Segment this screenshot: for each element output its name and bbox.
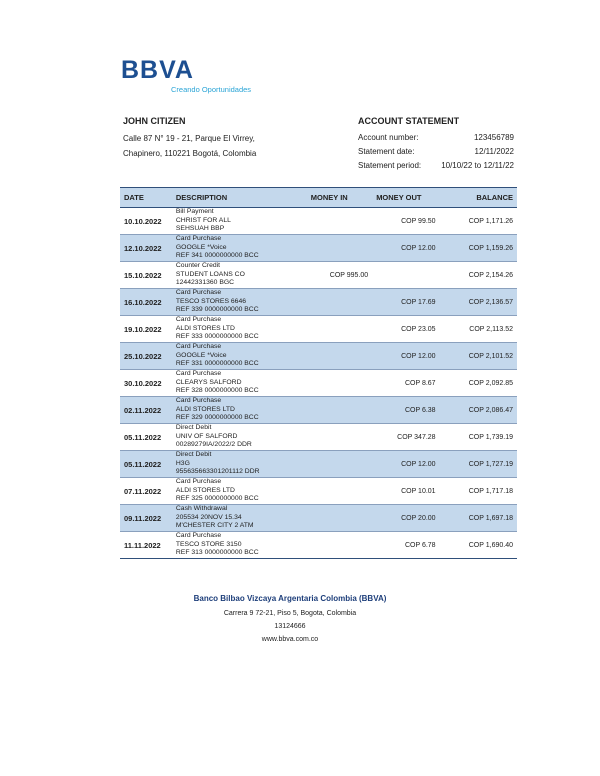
statement-period-label: Statement period:: [358, 161, 422, 170]
row-description-type: Card Purchase: [175, 343, 222, 351]
row-balance: COP 1,690.40: [440, 532, 517, 559]
row-description: [172, 316, 307, 343]
row-balance: COP 2,101.52: [440, 343, 517, 370]
footer-phone: 13124666: [274, 623, 306, 630]
address-line-1: Calle 87 N° 19 - 21, Parque El Virrey,: [123, 134, 255, 143]
row-money-in: [307, 316, 372, 343]
row-balance: COP 1,727.19: [440, 451, 517, 478]
address-line-2: Chapinero, 110221 Bogotá, Colombia: [123, 149, 257, 158]
customer-address-block: [123, 116, 256, 161]
row-money-out: COP 12.00: [372, 451, 439, 478]
row-description-payee: CLEARYS SALFORD: [175, 378, 242, 386]
row-description-type: Card Purchase: [175, 478, 222, 486]
row-description-type: Counter Credit: [175, 262, 221, 270]
statement-period-row: [358, 159, 514, 173]
row-money-out: COP 6.38: [372, 397, 439, 424]
row-description: [172, 424, 307, 451]
row-money-out: [372, 262, 439, 289]
table-row: [120, 505, 517, 532]
row-description-ref: REF 329 0000000000 BCC: [175, 414, 259, 422]
row-money-out: COP 17.69: [372, 289, 439, 316]
row-description-ref: 955635663301201112 DDR: [175, 468, 260, 476]
row-description-ref: REF 328 0000000000 BCC: [175, 387, 259, 395]
row-description-type: Card Purchase: [175, 397, 222, 405]
row-money-in: [307, 478, 372, 505]
row-balance: COP 2,154.26: [440, 262, 517, 289]
row-date: 09.11.2022: [120, 505, 172, 532]
table-row: [120, 289, 517, 316]
row-description-payee: CHRIST FOR ALL: [175, 216, 231, 224]
row-money-in: [307, 532, 372, 559]
row-balance: COP 1,159.26: [440, 235, 517, 262]
row-date: 10.10.2022: [120, 208, 172, 235]
table-header-row: [120, 188, 517, 208]
row-date: 05.11.2022: [120, 451, 172, 478]
table-row: [120, 424, 517, 451]
row-description-payee: STUDENT LOANS CO: [175, 270, 245, 278]
row-money-out: COP 8.67: [372, 370, 439, 397]
row-description-payee: GOOGLE *Voice: [175, 243, 227, 251]
header-balance: BALANCE: [440, 188, 517, 208]
row-date: 16.10.2022: [120, 289, 172, 316]
logo-wordmark: BBVA: [121, 56, 194, 84]
row-description-payee: TESCO STORE 3150: [175, 540, 242, 548]
row-description-payee: ALDI STORES LTD: [175, 405, 235, 413]
row-balance: COP 1,171.26: [440, 208, 517, 235]
row-money-in: COP 995.00: [307, 262, 372, 289]
row-description: [172, 505, 307, 532]
row-description-type: Bill Payment: [175, 208, 214, 216]
row-description-payee: TESCO STORES 6646: [175, 297, 247, 305]
row-description: [172, 478, 307, 505]
row-description: [172, 370, 307, 397]
account-number-value: 123456789: [473, 133, 514, 142]
row-description: [172, 235, 307, 262]
row-description-type: Card Purchase: [175, 532, 222, 540]
logo-tagline: Creando Oportunidades: [171, 85, 252, 94]
row-date: 05.11.2022: [120, 424, 172, 451]
row-money-in: [307, 505, 372, 532]
row-date: 30.10.2022: [120, 370, 172, 397]
statement-date-row: [358, 145, 514, 159]
row-money-out: COP 99.50: [372, 208, 439, 235]
row-money-out: COP 12.00: [372, 235, 439, 262]
table-row: [120, 208, 517, 235]
row-balance: COP 1,717.18: [440, 478, 517, 505]
row-description-ref: REF 333 0000000000 BCC: [175, 333, 259, 341]
row-description-ref: REF 341 0000000000 BCC: [175, 252, 259, 260]
row-money-in: [307, 289, 372, 316]
row-money-in: [307, 208, 372, 235]
row-description-ref: 12442331360 BGC: [175, 279, 235, 287]
table-row: [120, 262, 517, 289]
row-date: 25.10.2022: [120, 343, 172, 370]
transactions-body: [120, 208, 517, 559]
row-description-payee: 205534 20NOV 15.34: [175, 513, 242, 521]
table-row: [120, 316, 517, 343]
row-description-type: Card Purchase: [175, 235, 222, 243]
row-description-type: Card Purchase: [175, 316, 222, 324]
header-money-in: MONEY IN: [307, 188, 372, 208]
account-number-row: [358, 131, 514, 145]
row-date: 07.11.2022: [120, 478, 172, 505]
row-description-type: Cash Withdrawal: [175, 505, 228, 513]
row-description-type: Card Purchase: [175, 289, 222, 297]
row-money-out: COP 6.78: [372, 532, 439, 559]
row-description-ref: REF 325 0000000000 BCC: [175, 495, 259, 503]
row-description-type: Direct Debit: [175, 451, 212, 459]
row-date: 19.10.2022: [120, 316, 172, 343]
row-money-in: [307, 424, 372, 451]
account-number-label: Account number:: [358, 133, 419, 142]
table-row: [120, 370, 517, 397]
account-info-block: [358, 116, 514, 173]
row-description-payee: ALDI STORES LTD: [175, 324, 235, 332]
row-balance: COP 1,739.19: [440, 424, 517, 451]
row-description: [172, 532, 307, 559]
statement-date-label: Statement date:: [358, 147, 415, 156]
table-row: [120, 451, 517, 478]
row-date: 12.10.2022: [120, 235, 172, 262]
row-description: [172, 451, 307, 478]
row-money-in: [307, 397, 372, 424]
row-description: [172, 289, 307, 316]
header-description: DESCRIPTION: [172, 188, 307, 208]
footer-bank-name: Banco Bilbao Vizcaya Argentaria Colombia (BBVA): [193, 594, 387, 603]
row-description-payee: ALDI STORES LTD: [175, 486, 235, 494]
row-description-ref: REF 313 0000000000 BCC: [175, 549, 259, 557]
footer-website: www.bbva.com.co: [261, 636, 319, 643]
row-description-type: Card Purchase: [175, 370, 222, 378]
row-balance: COP 2,092.85: [440, 370, 517, 397]
bbva-logo: [121, 58, 251, 94]
statement-title: ACCOUNT STATEMENT: [358, 116, 460, 126]
row-balance: COP 2,113.52: [440, 316, 517, 343]
row-description-ref: REF 331 0000000000 BCC: [175, 360, 259, 368]
row-money-out: COP 347.28: [372, 424, 439, 451]
row-description-payee: UNIV OF SALFORD: [175, 432, 238, 440]
row-date: 11.11.2022: [120, 532, 172, 559]
row-description-ref: SEHSUAH BBP: [175, 225, 225, 233]
row-description: [172, 262, 307, 289]
row-description: [172, 397, 307, 424]
row-money-in: [307, 235, 372, 262]
table-row: [120, 343, 517, 370]
statement-date-value: 12/11/2022: [474, 147, 514, 156]
row-money-in: [307, 370, 372, 397]
row-description-ref: 00289279IA/2022/2 DDR: [175, 441, 252, 449]
row-date: 02.11.2022: [120, 397, 172, 424]
statement-period-value: 10/10/22 to 12/11/22: [441, 161, 514, 170]
row-money-out: COP 12.00: [372, 343, 439, 370]
row-description-ref: M'CHESTER CITY 2 ATM: [175, 522, 254, 530]
row-description: [172, 343, 307, 370]
row-money-out: COP 10.01: [372, 478, 439, 505]
table-row: [120, 478, 517, 505]
row-money-in: [307, 343, 372, 370]
bank-footer: [160, 594, 420, 646]
table-row: [120, 397, 517, 424]
table-row: [120, 235, 517, 262]
row-balance: COP 1,697.18: [440, 505, 517, 532]
row-money-in: [307, 451, 372, 478]
row-description-payee: H3G: [175, 459, 190, 467]
footer-address: Carrera 9 72-21, Piso 5, Bogota, Colombia: [223, 610, 357, 617]
row-description: [172, 208, 307, 235]
row-money-out: COP 23.05: [372, 316, 439, 343]
row-money-out: COP 20.00: [372, 505, 439, 532]
header-date: DATE: [120, 188, 172, 208]
customer-name: JOHN CITIZEN: [123, 116, 186, 126]
row-description-ref: REF 339 0000000000 BCC: [175, 306, 259, 314]
header-money-out: MONEY OUT: [372, 188, 439, 208]
row-description-type: Direct Debit: [175, 424, 212, 432]
row-balance: COP 2,136.57: [440, 289, 517, 316]
row-description-payee: GOOGLE *Voice: [175, 351, 227, 359]
row-balance: COP 2,086.47: [440, 397, 517, 424]
row-date: 15.10.2022: [120, 262, 172, 289]
table-row: [120, 532, 517, 559]
transactions-table: [120, 187, 517, 559]
